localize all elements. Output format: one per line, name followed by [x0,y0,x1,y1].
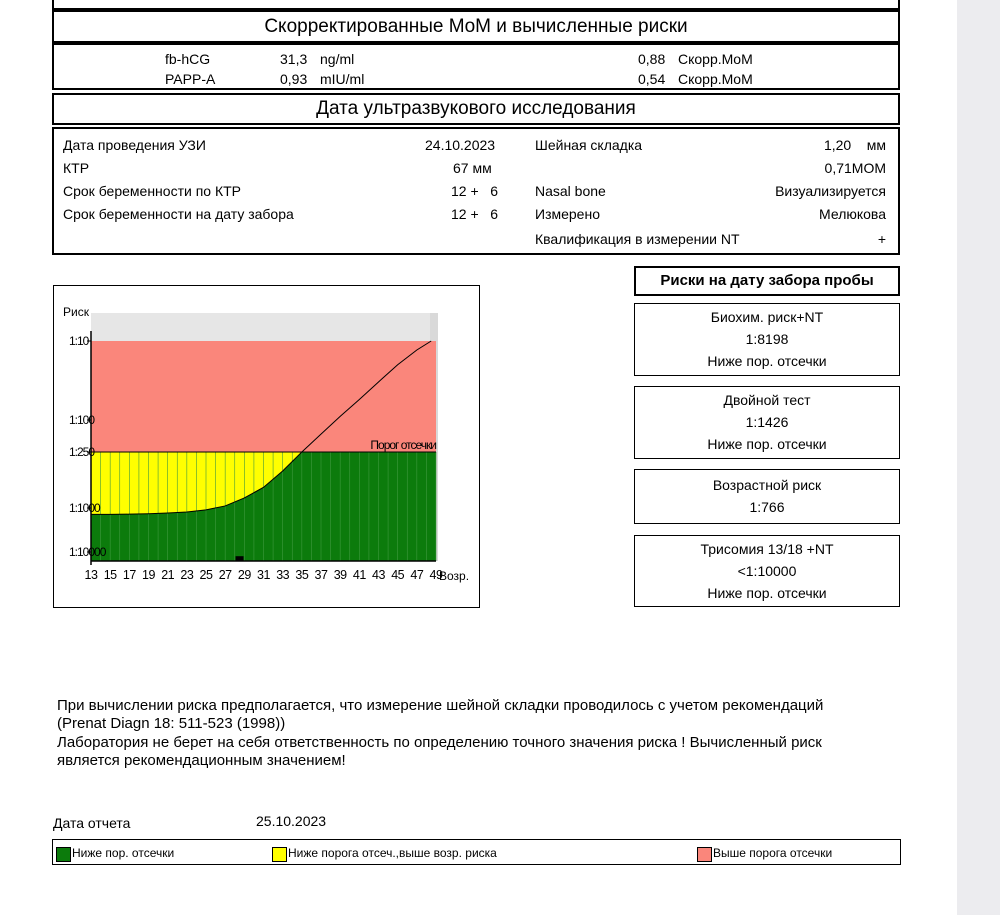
hcg-unit: ng/ml [320,51,355,67]
legend-swatch-green [56,847,71,862]
ga-sample-value: 12 + 6 [451,206,499,222]
trisomy-13-18-name: Трисомия 13/18 +NT [700,541,834,557]
hcg-mom-label: Скорр.MoM [678,51,753,67]
x-tick-label: 47 [410,568,424,582]
x-tick-label: 13 [84,568,98,582]
hcg-name: fb-hCG [165,51,211,67]
ga-crl-label: Срок беременности по КТР [63,183,242,199]
pappa-value: 0,93 [280,71,308,87]
pappa-mom-label: Скорр.MoM [678,71,753,87]
y-tick-label: 1:10000 [69,545,106,559]
nt-qual-value: + [877,231,886,247]
risks-title-box [634,266,900,296]
biochem-risk-status: Ниже пор. отсечки [707,353,827,369]
biochem-risk-name: Биохим. риск+NT [710,309,824,325]
nasal-bone-value: Визуализируется [775,183,886,199]
x-tick-label: 33 [276,568,290,582]
age-risk-name: Возрастной риск [712,477,822,493]
x-tick-label: 49 [429,568,443,582]
note-line-1: При вычислении риска предполагается, что измерение шейной складки проводилось с учетом рекомендаций [57,697,824,714]
y-tick-label: 1:10 [69,334,89,348]
legend-label-yellow: Ниже порога отсеч.,выше возр. риска [288,846,497,860]
x-tick-label: 45 [391,568,405,582]
risk-chart [54,286,478,606]
note-line-2: (Prenat Diagn 18: 511-523 (1998)) [57,715,286,732]
measured-by-value: Мелюкова [819,206,886,222]
x-tick-label: 39 [333,568,347,582]
x-tick-label: 31 [257,568,270,582]
us-date-label: Дата проведения УЗИ [63,137,206,153]
crl-label: КТР [63,160,90,176]
ga-crl-value: 12 + 6 [451,183,499,199]
legend-swatch-red [697,847,712,862]
legend-bar [52,839,901,865]
us-section-title [52,93,900,125]
x-tick-label: 17 [122,568,136,582]
x-tick-label: 19 [142,568,155,582]
page-margin [957,0,1000,915]
biochem-risk-value: 1:8198 [745,331,789,347]
mom-table [52,43,900,90]
age-risk-box [634,469,900,524]
nt-mom-value: 0,71МОМ [824,160,886,176]
pappa-mom: 0,54 [638,71,666,87]
pappa-unit: mIU/ml [320,71,365,87]
legend-label-green: Ниже пор. отсечки [72,846,175,860]
measured-by-label: Измерено [535,206,600,222]
x-axis-label: Возр. [439,569,470,583]
region-above-cutoff [91,341,436,452]
us-table [52,127,900,255]
x-tick-label: 25 [199,568,213,582]
x-tick-label: 41 [352,568,366,582]
mom-title-text: Скорректированные MoM и вычисленные риски [264,15,688,37]
age-risk-value: 1:766 [749,499,785,515]
y-axis-label: Риск [63,305,89,319]
double-test-status: Ниже пор. отсечки [707,436,827,452]
nt-qual-label: Квалификация в измерении NT [535,231,740,247]
plot-top-margin [91,313,438,341]
us-date-value: 24.10.2023 [425,137,496,153]
pappa-name: PAPP-A [165,71,216,87]
legend-label-red: Выше порога отсечки [713,846,833,860]
x-tick-label: 35 [295,568,309,582]
trisomy-13-18-value: <1:10000 [737,563,797,579]
note-line-4: является рекомендационным значением! [57,752,346,769]
x-tick-label: 43 [372,568,385,582]
x-tick-label: 15 [103,568,117,582]
hcg-mom: 0,88 [638,51,666,67]
report-date-label: Дата отчета [53,815,131,831]
nt-value: 1,20 мм [823,137,886,153]
double-test-value: 1:1426 [745,414,789,430]
us-title-text: Дата ультразвукового исследования [316,98,636,119]
top-box-edge [52,0,900,10]
x-tick-label: 37 [314,568,328,582]
y-tick-label: 1:1000 [69,501,100,515]
nt-label: Шейная складка [535,137,643,153]
x-tick-label: 29 [237,568,251,582]
legend-swatch-yellow [272,847,287,862]
x-tick-label: 21 [161,568,175,582]
hcg-value: 31,3 [280,51,308,67]
x-tick-label: 23 [180,568,194,582]
biochem-risk-box [634,303,900,376]
mom-section-title [52,10,900,43]
risks-title: Риски на дату забора пробы [660,272,874,289]
crl-value: 67 мм [453,160,492,176]
risk-chart-frame [53,285,480,608]
trisomy-13-18-status: Ниже пор. отсечки [707,585,827,601]
trisomy-13-18-box [634,535,900,607]
report-date-value: 25.10.2023 [256,813,327,829]
ga-sample-label: Срок беременности на дату забора [63,206,294,222]
double-test-box [634,386,900,459]
nasal-bone-label: Nasal bone [535,183,606,199]
y-tick-label: 1:100 [69,413,95,427]
y-tick-label: 1:250 [69,445,95,459]
note-line-3: Лаборатория не берет на себя ответственность по определению точного значения риска ! Вычисленный риск [57,734,822,751]
cutoff-label: Порог отсечки [370,438,436,452]
x-tick-label: 27 [218,568,232,582]
double-test-name: Двойной тест [723,392,811,408]
